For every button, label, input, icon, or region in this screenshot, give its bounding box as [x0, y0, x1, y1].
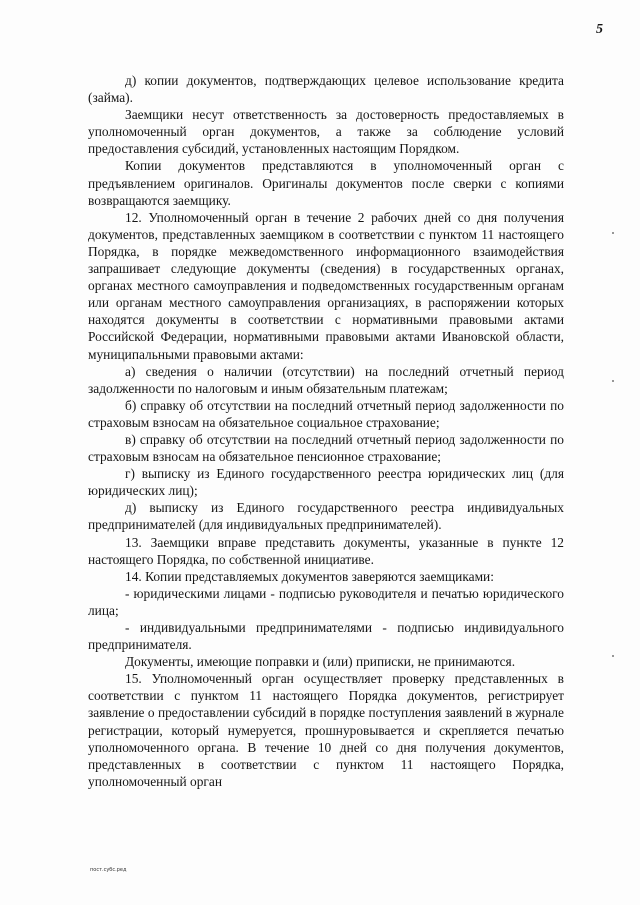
paragraph-clause-13: 13. Заемщики вправе представить документы, указанные в пункте 12 настоящего Порядка, по собственной инициативе.: [88, 534, 564, 567]
page-number: 5: [596, 22, 603, 37]
paragraph-item-b: б) справку об отсутствии на последний отчетный период задолженности по страховым взносам на обязательное социальное страхование;: [88, 397, 564, 430]
paragraph-clause-14: 14. Копии представляемых документов заверяются заемщиками:: [125, 568, 494, 584]
paragraph-no-corrections: Документы, имеющие поправки и (или) приписки, не принимаются.: [125, 654, 516, 670]
document-body: [88, 72, 564, 790]
paragraph-individual-entrepreneurs: - индивидуальными предпринимателями - подписью индивидуального предпринимателя.: [88, 620, 564, 653]
paragraph-clause-15: 15. Уполномоченный орган осуществляет проверку представленных в соответствии с пунктом 11 настоящего Порядка документов, регистрирует заявление о предоставлении субсидий в порядке поступления заявлений в журнале регистрации, который нумеруется, прошнуровывается и скрепляется печатью уполномоченного органа. В течение 10 дней со дня получения документов, представленных в соответствии с пунктом 11 настоящего Порядка, уполномоченный орган: [88, 671, 564, 789]
scan-speck: [612, 655, 614, 657]
paragraph-item-a: а) сведения о наличии (отсутствии) на последний отчетный период задолженности по налоговым и иным обязательным платежам;: [88, 363, 564, 396]
paragraph-item-v: в) справку об отсутствии на последний отчетный период задолженности по страховым взносам на обязательное пенсионное страхование;: [88, 431, 564, 465]
paragraph-item-g: г) выписку из Единого государственного реестра юридических лиц (для юридических лиц);: [88, 466, 564, 499]
paragraph-item-d-copies: д) копии документов, подтверждающих целевое использование кредита (займа).: [88, 73, 564, 106]
paragraph-clause-12: 12. Уполномоченный орган в течение 2 рабочих дней со дня получения документов, представленных заемщиком в соответствии с пунктом 11 настоящего Порядка, в порядке межведомственного информационного взаимодействия запрашивает следующие документы (сведения) в государственных органах, органах местного самоуправления и подведомственных государственным органам или органам местного самоуправления организациях, в распоряжении которых находятся документы в соответствии с нормативными правовыми актами Российской Федерации, нормативными правовыми актами Ивановской области, муниципальными правовыми актами:: [88, 209, 564, 362]
scan-speck: [612, 232, 614, 234]
footer-code: пост.субс.ред: [90, 867, 127, 873]
paragraph-responsibility: Заемщики несут ответственность за достоверность предоставляемых в уполномоченный орган документов, а также за соблюдение условий предоставления субсидий, установленных настоящим Порядком.: [88, 107, 564, 157]
paragraph-copies-originals: Копии документов представляются в уполномоченный орган с предъявлением оригиналов. Оригиналы документов после сверки с копиями возвращаются заемщику.: [88, 158, 564, 208]
paragraph-legal-entities: - юридическими лицами - подписью руководителя и печатью юридического лица;: [88, 585, 564, 618]
scan-speck: [612, 380, 614, 382]
paragraph-item-d-register: д) выписку из Единого государственного реестра индивидуальных предпринимателей (для индивидуальных предпринимателей).: [88, 500, 564, 533]
